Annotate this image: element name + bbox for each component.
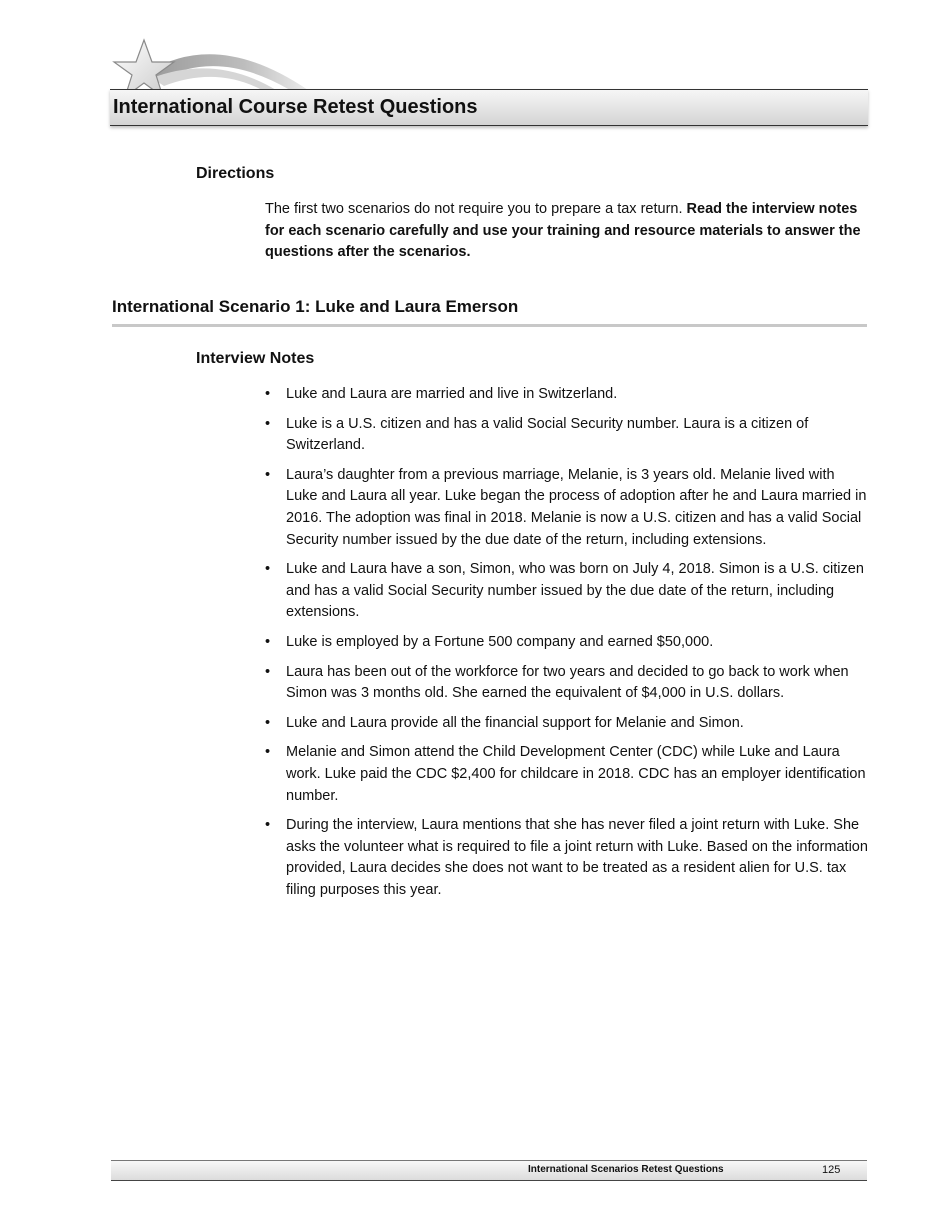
page-title: International Course Retest Questions [113, 96, 478, 118]
list-item [265, 815, 870, 901]
page-number: 125 [822, 1164, 841, 1176]
directions-text-normal: The first two scenarios do not require you to prepare a tax return. [265, 201, 687, 217]
note-text: Melanie and Simon attend the Child Development Center (CDC) while Luke and Laura work. Luke paid the CDC $2,400 for childcare in 2018. CDC has an employer identification number. [286, 744, 866, 804]
list-item [265, 414, 870, 457]
list-item [265, 384, 870, 406]
list-item [265, 662, 870, 705]
list-item [265, 742, 870, 807]
bullet-icon: • [265, 561, 271, 578]
bullet-icon: • [265, 817, 271, 834]
note-text: During the interview, Laura mentions that she has never filed a joint return with Luke. She asks the volunteer what is required to file a joint return with Luke. Based on the information provided, Laura decides she does not want to be treated as a resident alien for U.S. tax filing purposes this year. [286, 817, 868, 898]
bullet-icon: • [265, 415, 271, 432]
interview-notes-list [265, 384, 870, 909]
note-text: Laura has been out of the workforce for two years and decided to go back to work when Simon was 3 months old. She earned the equivalent of $4,000 in U.S. dollars. [286, 663, 849, 702]
page-title-bar [110, 89, 868, 126]
note-text: Luke and Laura have a son, Simon, who was born on July 4, 2018. Simon is a U.S. citizen and has a valid Social Security number issued by the due date of the return, including extensions. [286, 561, 864, 621]
list-item [265, 713, 870, 735]
note-text: Luke is employed by a Fortune 500 company and earned $50,000. [286, 633, 714, 650]
bullet-icon: • [265, 744, 271, 761]
note-text: Luke is a U.S. citizen and has a valid Social Security number. Laura is a citizen of Switzerland. [286, 415, 809, 454]
note-text: Luke and Laura are married and live in Switzerland. [286, 386, 618, 402]
list-item [265, 465, 870, 551]
bullet-icon: • [265, 663, 271, 680]
note-text: Luke and Laura provide all the financial support for Melanie and Simon. [286, 714, 744, 731]
list-item [265, 632, 870, 654]
interview-notes-heading: Interview Notes [196, 350, 315, 367]
bullet-icon: • [265, 466, 271, 483]
bullet-icon: • [265, 386, 271, 402]
page-footer [111, 1160, 867, 1181]
directions-text-bold: Read the interview notes for each scenario carefully and use your training and resource materials to answer the questions after the scenarios. [265, 201, 861, 261]
footer-label: International Scenarios Retest Questions [528, 1164, 724, 1175]
directions-heading: Directions [196, 165, 275, 182]
note-text: Laura’s daughter from a previous marriage, Melanie, is 3 years old. Melanie lived with Luke and Laura all year. Luke began the process of adoption after he and Laura married in 2016. The adoption was final in 2018. Melanie is now a U.S. citizen and has a valid Social Security number issued by the due date of the return, including extensions. [286, 466, 867, 548]
bullet-icon: • [265, 714, 271, 731]
directions-text [265, 199, 870, 264]
list-item [265, 559, 870, 624]
scenario-heading: International Scenario 1: Luke and Laura Emerson [112, 297, 867, 327]
bullet-icon: • [265, 633, 271, 650]
